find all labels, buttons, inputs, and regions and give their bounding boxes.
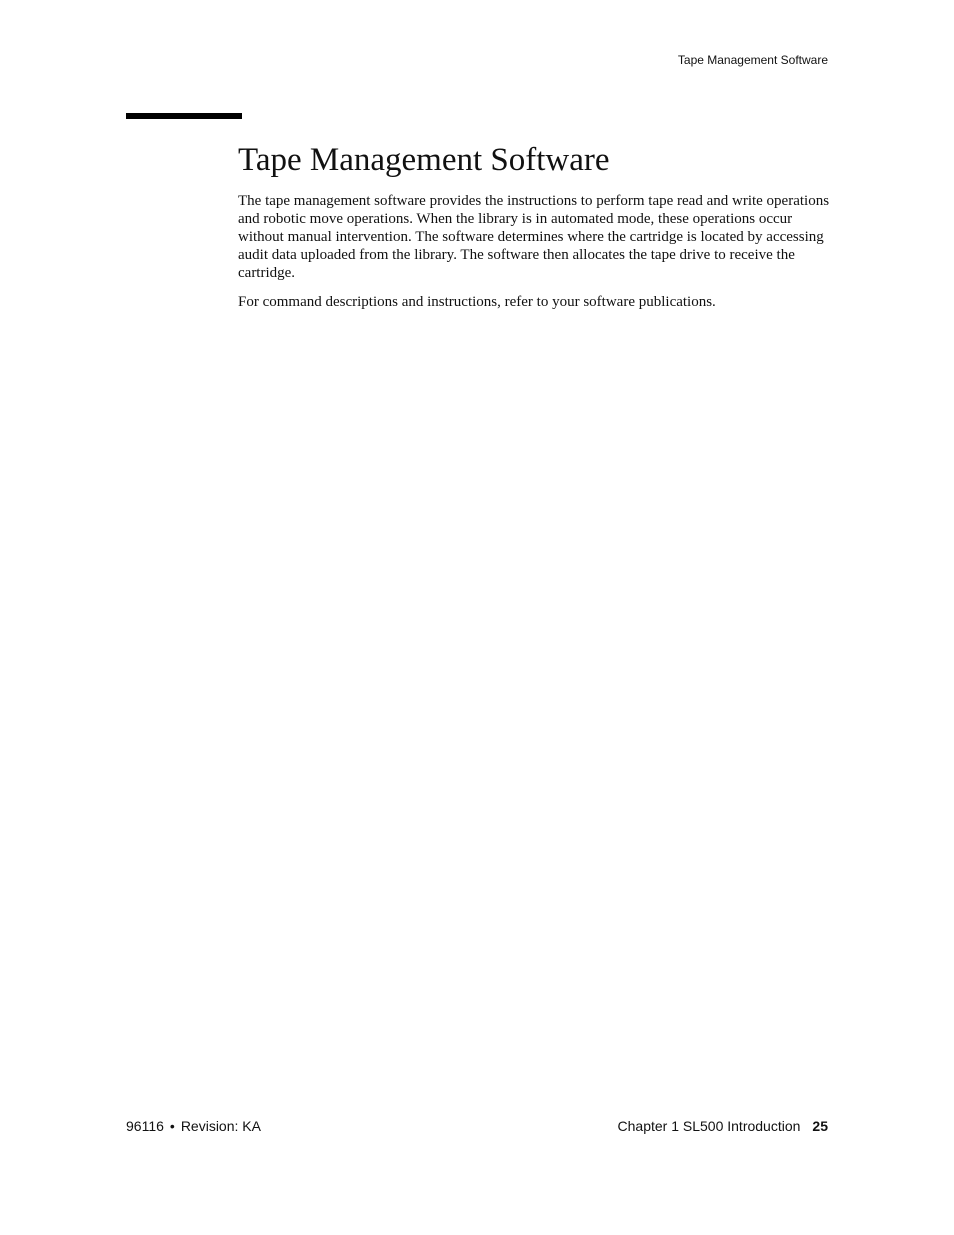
body-paragraph-2: For command descriptions and instructions, refer to your software publications. xyxy=(238,294,716,310)
footer-right xyxy=(618,1118,828,1134)
running-header: Tape Management Software xyxy=(677,53,828,67)
revision-label: Revision: KA xyxy=(180,1118,261,1134)
footer-bullet: • xyxy=(169,1118,175,1134)
page-number: 25 xyxy=(812,1118,828,1134)
section-rule xyxy=(126,113,242,119)
section-title: Tape Management Software xyxy=(238,142,610,178)
chapter-label: Chapter 1 SL500 Introduction xyxy=(617,1118,801,1134)
body-paragraph-1: The tape management software provides the instructions to perform tape read and write operations and robotic move operations. When the library is in automated mode, these operations occur without manual intervention. The software determines where the cartridge is located by accessing audit data uploaded from the library. The software then allocates the tape drive to receive the cartridge. xyxy=(238,193,830,281)
footer-left xyxy=(126,1118,261,1134)
section-body xyxy=(238,192,830,322)
doc-number: 96116 xyxy=(126,1118,164,1134)
